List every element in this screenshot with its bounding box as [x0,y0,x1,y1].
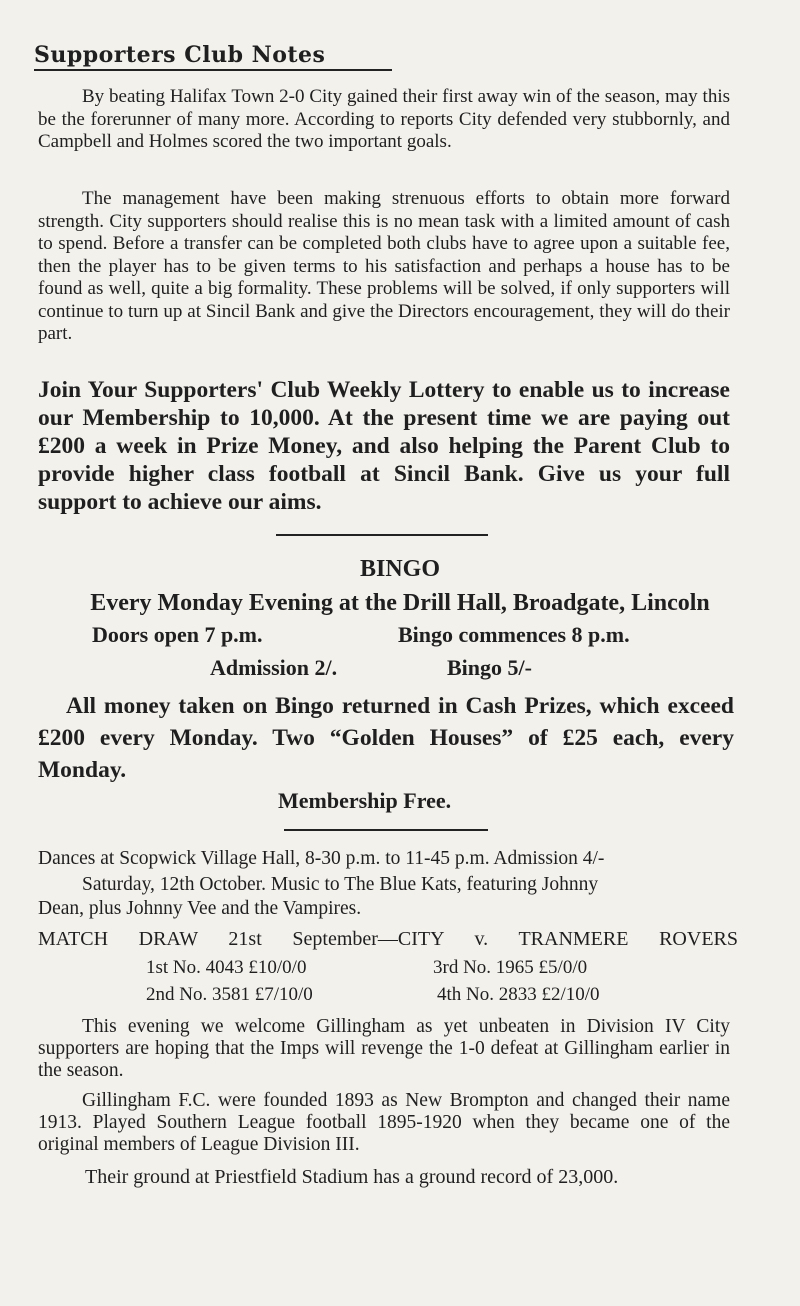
bingo-commences: Bingo commences 8 p.m. [398,622,630,647]
bingo-admission: Admission 2/. [210,655,338,680]
prize-2nd: 2nd No. 3581 £7/10/0 [146,984,313,1005]
prize-1st: 1st No. 4043 £10/0/0 [146,957,307,978]
bingo-membership: Membership Free. [278,788,452,813]
paragraph-ground-record: Their ground at Priestfield Stadium has a ground record of 23,000. [85,1166,619,1188]
bingo-venue: Every Monday Evening at the Drill Hall, Broadgate, Lincoln [90,590,710,616]
dances-line-1: Dances at Scopwick Village Hall, 8-30 p.m. to 11-45 p.m. Admission 4/- [38,848,605,869]
bingo-prizes [38,690,734,786]
paragraph-gillingham-welcome-text: This evening we welcome Gillingham as yet unbeaten in Division IV City supporters are hoping that the Imps will revenge the 1-0 defeat at Gillingham earlier in the season. [38,1016,730,1081]
paragraph-gillingham-history-text: Gillingham F.C. were founded 1893 as New Brompton and changed their name 1913. Played Southern League football 1895-1920 when they became one of the original members of League Division III. [38,1090,730,1155]
paragraph-halifax [38,86,730,154]
prize-4th: 4th No. 2833 £2/10/0 [437,984,600,1005]
dances-line-3: Dean, plus Johnny Vee and the Vampires. [38,898,362,919]
bingo-price: Bingo 5/- [447,655,532,680]
prize-3rd: 3rd No. 1965 £5/0/0 [433,957,588,978]
paragraph-management [38,188,730,346]
paragraph-management-text: The management have been making strenuous efforts to obtain more forward strength. City supporters should realise this is no mean task with a limited amount of cash to spend. Before a transfer can be completed both clubs have to agree upon a suitable fee, then the player has to be given terms to his satisfaction and perhaps a house has to be found as well, quite a big formality. These problems will be solved, if only supporters will continue to turn up at Sincil Bank and give the Directors encouragement, they will do their part. [38,188,730,344]
lottery-appeal: Join Your Supporters' Club Weekly Lottery to enable us to increase our Membership to 10,000. At the present time we are paying out £200 a week in Prize Money, and also helping the Parent Club to provide higher class football at Sincil Bank. Give us your full support to achieve our aims. [38,377,730,515]
paragraph-gillingham-history [38,1090,730,1156]
match-draw-title: MATCH DRAW 21st September—CITY v. TRANMERE ROVERS [38,928,738,950]
dances-line-2: Saturday, 12th October. Music to The Blue Kats, featuring Johnny [82,874,599,895]
paragraph-halifax-text: By beating Halifax Town 2-0 City gained their first away win of the season, may this be the forerunner of many more. According to reports City defended very stubbornly, and Campbell and Holmes scored the two important goals. [38,86,730,152]
bingo-title: BINGO [359,556,440,582]
bingo-doors: Doors open 7 p.m. [92,622,263,647]
section-heading: Supporters Club Notes [34,42,392,71]
divider [284,829,488,831]
divider [276,534,488,536]
bingo-prizes-text: All money taken on Bingo returned in Cash Prizes, which exceed £200 every Monday. Two “Golden Houses” of £25 each, every Monday. [38,693,734,783]
paragraph-gillingham-welcome [38,1016,730,1082]
